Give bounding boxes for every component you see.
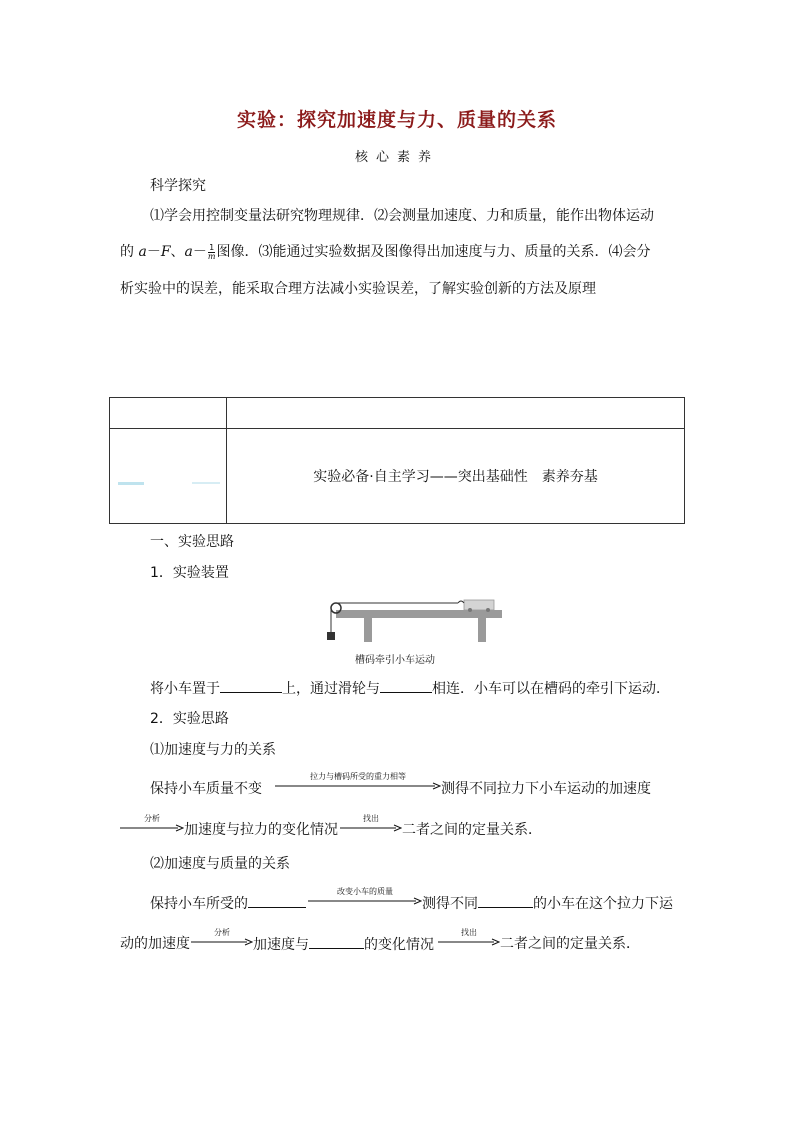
- cart-icon: [464, 600, 494, 610]
- table-leg: [364, 618, 372, 642]
- symbol-F: F: [160, 244, 171, 260]
- banner-cell-top-left: [110, 398, 227, 429]
- fraction-1-over-m: $\frac{1}{m}$: [207, 242, 216, 261]
- p2-line2-mid: 加速度与 的变化情况: [253, 934, 434, 955]
- p2-start: 保持小车所受的: [150, 893, 306, 914]
- decorative-line-icon: [192, 482, 220, 484]
- banner-cell-top-right: [227, 398, 685, 429]
- p1-arrow-find: 找出: [340, 813, 402, 835]
- subsection-apparatus: 1．实验装置: [150, 565, 229, 581]
- p2-line2-start: 动的加速度: [120, 936, 190, 952]
- fill-blank[interactable]: [309, 934, 364, 949]
- core-line-3: 析实验中的误差，能采取合理方法减小实验误差，了解实验创新的方法及原理: [120, 281, 596, 297]
- symbol-a: a: [184, 244, 193, 260]
- section-banner-table: [109, 397, 685, 524]
- table-top: [336, 610, 502, 618]
- p2-arrow-find: 找出: [438, 927, 500, 949]
- core-literacy-subtitle: 核心素养: [354, 150, 439, 165]
- p1-end: 测得不同拉力下小车运动的加速度: [441, 781, 651, 797]
- p2-arrow-analyze: 分析: [191, 927, 253, 949]
- decorative-line-icon: [118, 482, 144, 485]
- part1-heading: ⑴加速度与力的关系: [150, 742, 276, 758]
- page-title: 实验：探究加速度与力、质量的关系: [236, 109, 557, 131]
- symbol-a: a: [138, 244, 147, 260]
- p2-mid: 测得不同 的小车在这个拉力下运: [422, 893, 673, 914]
- table-leg: [478, 618, 486, 642]
- p1-mid: 加速度与拉力的变化情况: [184, 822, 338, 838]
- apparatus-sentence: 将小车置于 上，通过滑轮与 相连．小车可以在槽码的牵引下运动．: [150, 678, 670, 699]
- fill-blank[interactable]: [380, 678, 432, 693]
- science-inquiry-heading: 科学探究: [150, 178, 206, 194]
- section-heading: 一、实验思路: [150, 534, 234, 550]
- hook-weight-icon: [327, 632, 335, 640]
- p2-final: 二者之间的定量关系．: [500, 936, 640, 952]
- fill-blank[interactable]: [478, 893, 533, 908]
- apparatus-figure: [318, 594, 508, 646]
- subsection-idea: 2．实验思路: [150, 711, 229, 727]
- banner-cell-bottom-left: [110, 429, 227, 524]
- p1-arrow-analyze: 分析: [120, 813, 184, 835]
- figure-caption: 槽码牵引小车运动: [355, 655, 435, 666]
- fill-blank[interactable]: [248, 893, 306, 908]
- fill-blank[interactable]: [220, 678, 282, 693]
- p1-final: 二者之间的定量关系．: [402, 822, 542, 838]
- p1-start: 保持小车质量不变: [150, 781, 262, 797]
- banner-title: 实验必备·自主学习——突出基础性 素养夯基: [227, 429, 685, 524]
- p1-arrow: 拉力与槽码所受的重力相等: [275, 771, 441, 793]
- core-line-1: ⑴学会用控制变量法研究物理规律．⑵会测量加速度、力和质量，能作出物体运动: [150, 208, 654, 224]
- part2-heading: ⑵加速度与质量的关系: [150, 856, 290, 872]
- core-line-2: 的 a－F、a－ $\frac{1}{m}$ 图像．⑶能通过实验数据及图像得出加速度与力、质量的关系．⑷会分: [120, 242, 651, 261]
- p2-arrow: 改变小车的质量: [308, 886, 422, 908]
